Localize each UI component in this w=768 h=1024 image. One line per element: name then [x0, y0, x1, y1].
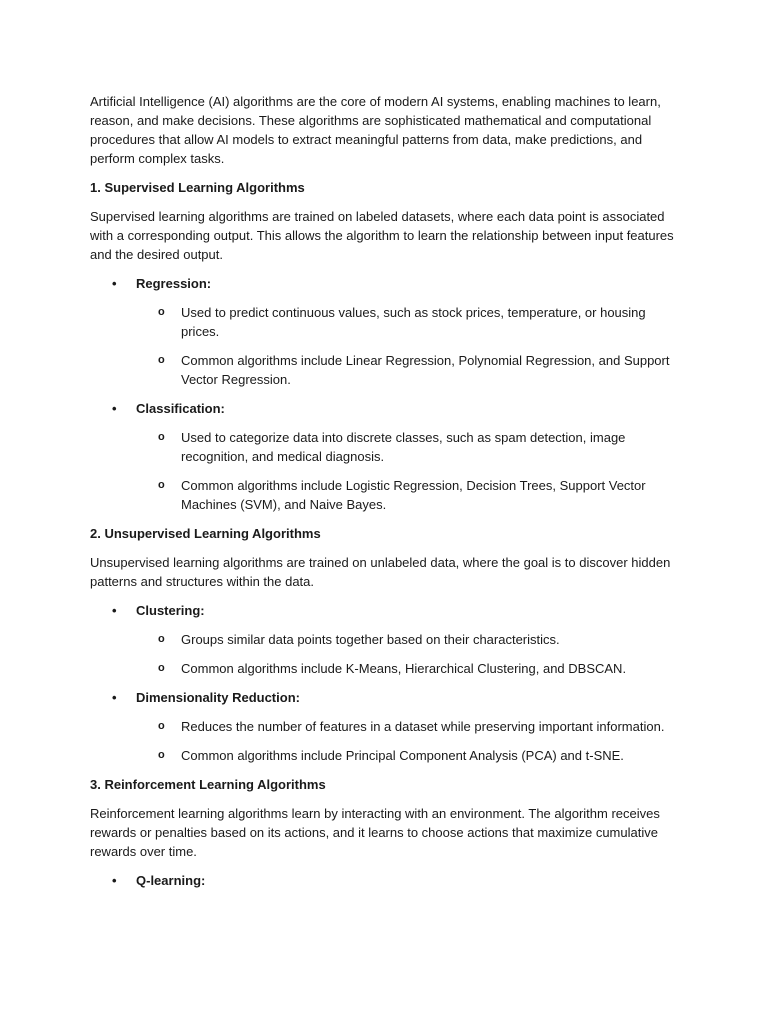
circle-bullet-icon: o: [158, 306, 165, 318]
circle-bullet-icon: o: [158, 633, 165, 645]
intro-paragraph: Artificial Intelligence (AI) algorithms are the core of modern AI systems, enabling machines to learn, reason, and make decisions. These algorithms are sophisticated mathematical and computational procedures that allow AI models to extract meaningful patterns from data, make predictions, and perform complex tasks.: [90, 94, 661, 166]
section-paragraph: Reinforcement learning algorithms learn by interacting with an environment. The algorithm receives rewards or penalties based on its actions, and it learns to choose actions that maximize cumulative rewards over time.: [90, 806, 660, 859]
section-heading: 2. Unsupervised Learning Algorithms: [90, 526, 321, 541]
list-item: [90, 688, 680, 765]
bullet-icon: •: [112, 873, 117, 888]
sub-list: [136, 717, 680, 765]
sub-list-item-text: Groups similar data points together based on their characteristics.: [181, 632, 560, 647]
list-item-label: Q-learning:: [136, 873, 206, 888]
section-heading: 3. Reinforcement Learning Algorithms: [90, 777, 326, 792]
circle-bullet-icon: o: [158, 662, 165, 674]
bullet-icon: •: [112, 690, 117, 705]
list-item-label: Dimensionality Reduction:: [136, 690, 300, 705]
circle-bullet-icon: o: [158, 431, 165, 443]
bullet-icon: •: [112, 276, 117, 291]
sub-list: [136, 303, 680, 389]
sub-list-item: [136, 746, 680, 765]
list-item: [90, 871, 680, 890]
bullet-list: [90, 871, 680, 890]
sub-list-item-text: Used to predict continuous values, such as stock prices, temperature, or housing prices.: [181, 305, 646, 339]
list-item: [90, 274, 680, 389]
circle-bullet-icon: o: [158, 354, 165, 366]
sub-list-item: [136, 428, 680, 466]
sub-list: [136, 428, 680, 514]
list-item-label: Classification:: [136, 401, 225, 416]
sub-list-item-text: Used to categorize data into discrete classes, such as spam detection, image recognition, and medical diagnosis.: [181, 430, 626, 464]
sub-list-item: [136, 476, 680, 514]
sub-list-item: [136, 717, 680, 736]
sub-list: [136, 630, 680, 678]
section-paragraph: Unsupervised learning algorithms are trained on unlabeled data, where the goal is to discover hidden patterns and structures within the data.: [90, 555, 671, 589]
circle-bullet-icon: o: [158, 720, 165, 732]
bullet-icon: •: [112, 401, 117, 416]
list-item-label: Clustering:: [136, 603, 205, 618]
sub-list-item: [136, 630, 680, 649]
section-supervised: [90, 178, 680, 514]
bullet-list: [90, 274, 680, 514]
sub-list-item-text: Common algorithms include Principal Component Analysis (PCA) and t-SNE.: [181, 748, 624, 763]
sub-list-item-text: Reduces the number of features in a dataset while preserving important information.: [181, 719, 665, 734]
circle-bullet-icon: o: [158, 479, 165, 491]
list-item-label: Regression:: [136, 276, 212, 291]
sub-list-item-text: Common algorithms include Linear Regression, Polynomial Regression, and Support Vector Regression.: [181, 353, 670, 387]
section-heading: 1. Supervised Learning Algorithms: [90, 180, 305, 195]
list-item: [90, 601, 680, 678]
sub-list-item: [136, 659, 680, 678]
circle-bullet-icon: o: [158, 749, 165, 761]
bullet-list: [90, 601, 680, 765]
sub-list-item-text: Common algorithms include K-Means, Hierarchical Clustering, and DBSCAN.: [181, 661, 627, 676]
sub-list-item: [136, 351, 680, 389]
list-item: [90, 399, 680, 514]
section-reinforcement: [90, 775, 680, 890]
sub-list-item: [136, 303, 680, 341]
sub-list-item-text: Common algorithms include Logistic Regression, Decision Trees, Support Vector Machines (SVM), and Naive Bayes.: [181, 478, 646, 512]
section-unsupervised: [90, 524, 680, 765]
section-paragraph: Supervised learning algorithms are trained on labeled datasets, where each data point is associated with a corresponding output. This allows the algorithm to learn the relationship between input features and the desired output.: [90, 209, 674, 262]
bullet-icon: •: [112, 603, 117, 618]
